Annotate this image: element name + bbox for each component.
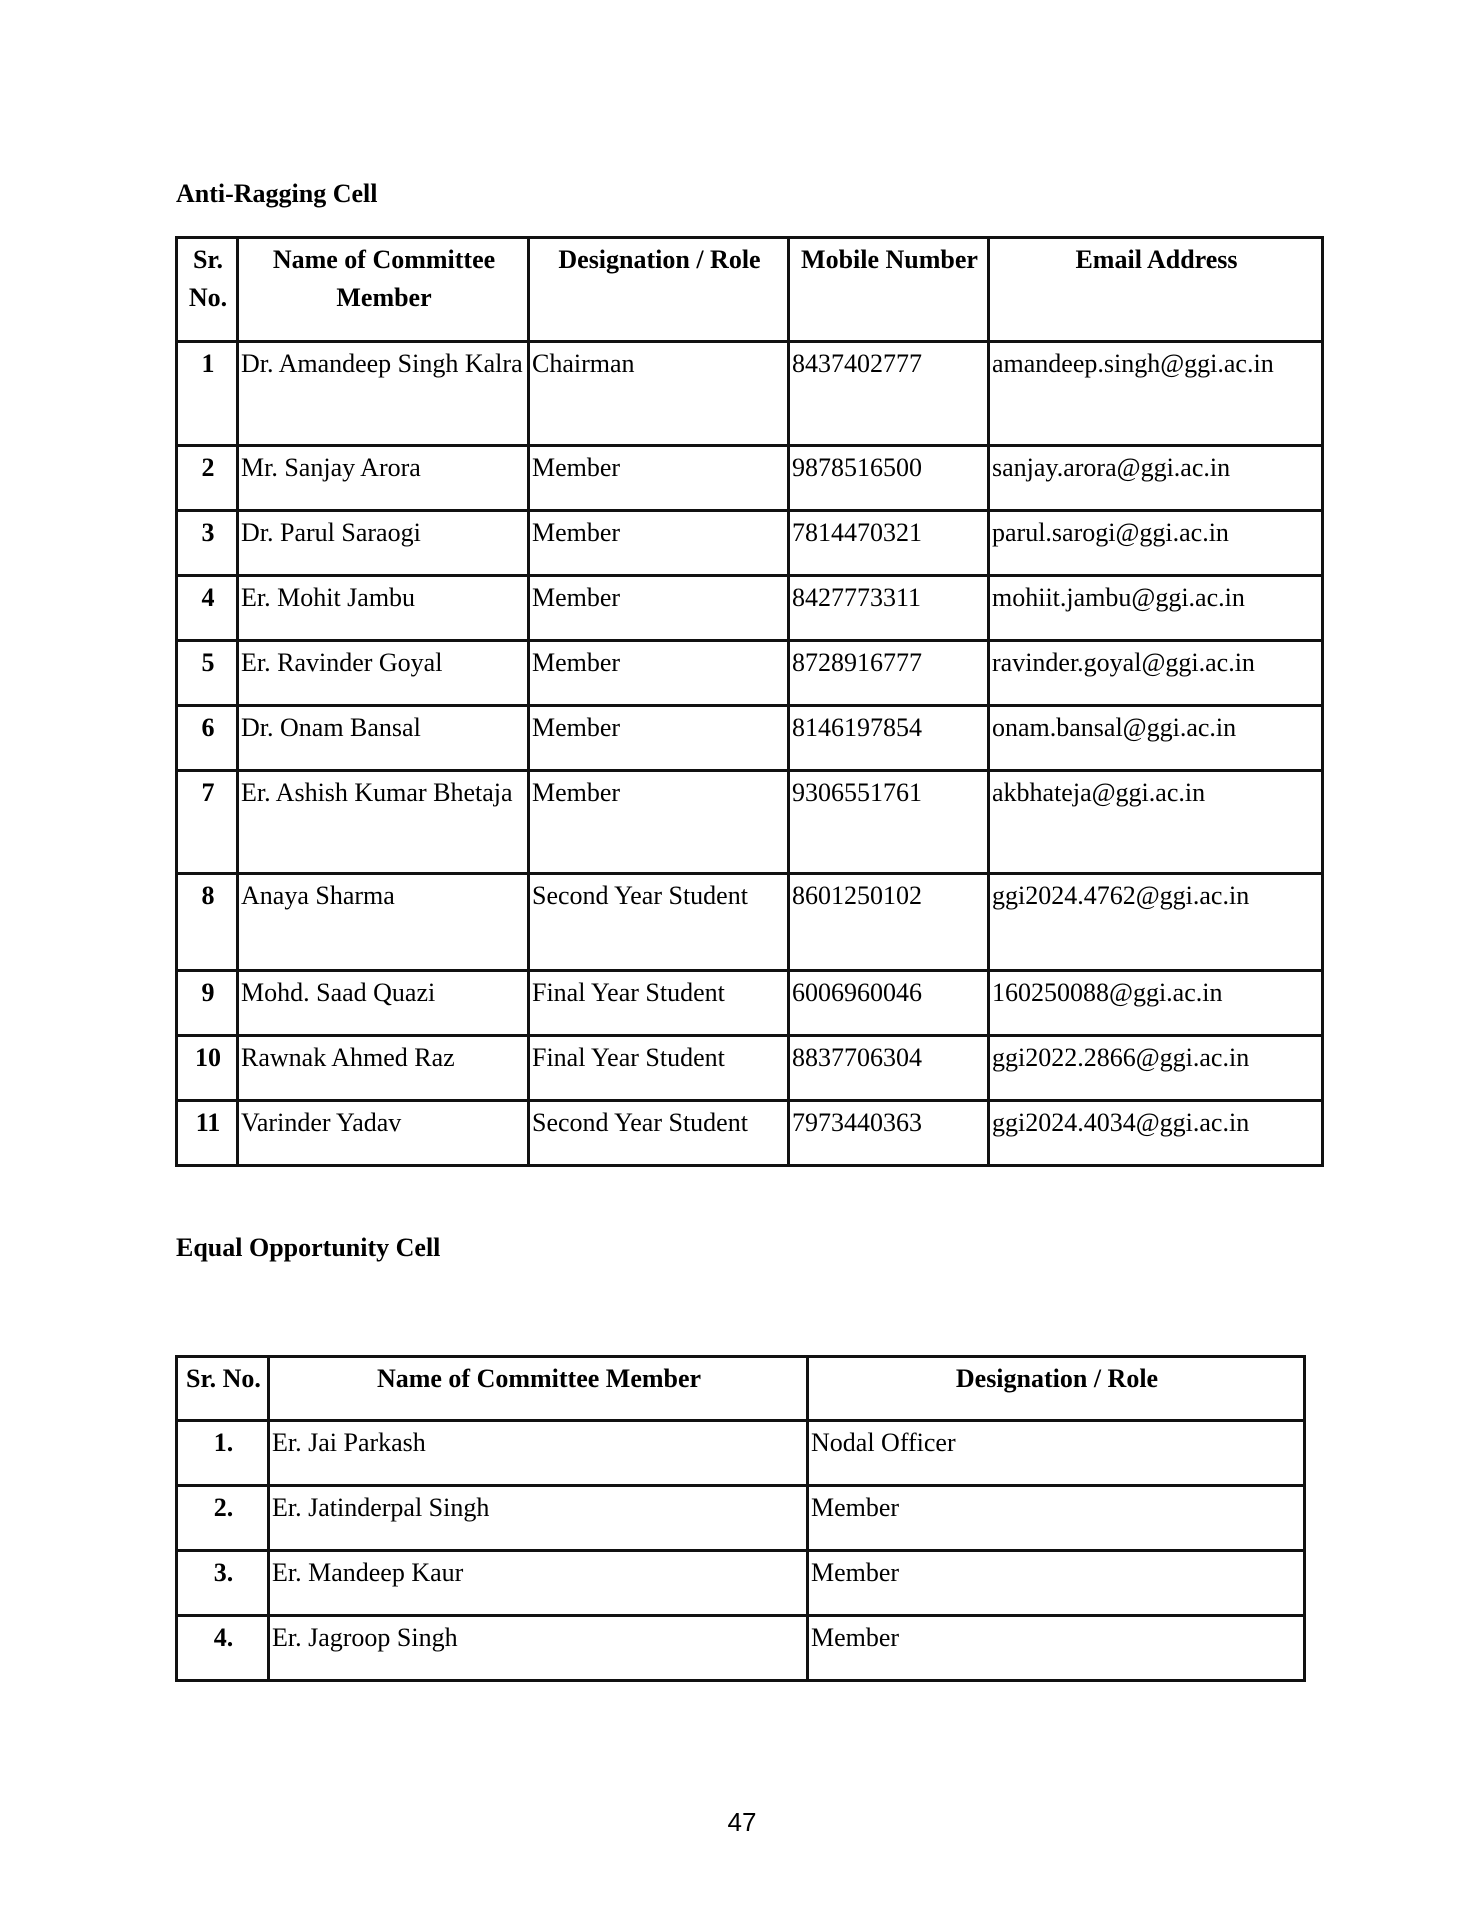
table-row [177,446,1323,511]
table-row [177,874,1323,971]
email-cell: ggi2024.4034@ggi.ac.in [989,1101,1323,1166]
email-cell: sanjay.arora@ggi.ac.in [989,446,1323,511]
header-name: Name of Committee Member [238,238,529,342]
designation-cell: Final Year Student [529,971,789,1036]
designation-cell: Member [529,641,789,706]
header-email: Email Address [989,238,1323,342]
sr-no-cell: 9 [177,971,238,1036]
sr-no-cell: 5 [177,641,238,706]
mobile-number-cell: 6006960046 [789,971,989,1036]
sr-no-cell: 2. [177,1486,269,1551]
designation-cell: Member [529,446,789,511]
designation-cell: Member [529,771,789,874]
email-cell: onam.bansal@ggi.ac.in [989,706,1323,771]
designation-cell: Member [808,1551,1305,1616]
mobile-number-cell: 9878516500 [789,446,989,511]
member-name-cell: Dr. Onam Bansal [238,706,529,771]
table-row [177,771,1323,874]
table-row [177,1421,1305,1486]
equal-opportunity-heading: Equal Opportunity Cell [176,1233,441,1262]
email-cell: ggi2022.2866@ggi.ac.in [989,1036,1323,1101]
header-role: Designation / Role [808,1357,1305,1421]
table-row [177,1101,1323,1166]
mobile-number-cell: 8837706304 [789,1036,989,1101]
designation-cell: Nodal Officer [808,1421,1305,1486]
sr-no-cell: 1. [177,1421,269,1486]
member-name-cell: Er. Ashish Kumar Bhetaja [238,771,529,874]
mobile-number-cell: 8601250102 [789,874,989,971]
mobile-number-cell: 8728916777 [789,641,989,706]
anti-ragging-table [175,236,1324,1167]
designation-cell: Member [529,706,789,771]
header-sr-no: Sr. No. [177,238,238,342]
table-row [177,706,1323,771]
sr-no-cell: 7 [177,771,238,874]
email-cell: 160250088@ggi.ac.in [989,971,1323,1036]
member-name-cell: Varinder Yadav [238,1101,529,1166]
table-row [177,1551,1305,1616]
sr-no-cell: 3. [177,1551,269,1616]
header-sr-no: Sr. No. [177,1357,269,1421]
member-name-cell: Er. Jatinderpal Singh [269,1486,808,1551]
mobile-number-cell: 8427773311 [789,576,989,641]
sr-no-cell: 11 [177,1101,238,1166]
email-cell: ggi2024.4762@ggi.ac.in [989,874,1323,971]
mobile-number-cell: 9306551761 [789,771,989,874]
member-name-cell: Rawnak Ahmed Raz [238,1036,529,1101]
email-cell: parul.sarogi@ggi.ac.in [989,511,1323,576]
email-cell: amandeep.singh@ggi.ac.in [989,342,1323,446]
designation-cell: Chairman [529,342,789,446]
mobile-number-cell: 7814470321 [789,511,989,576]
member-name-cell: Anaya Sharma [238,874,529,971]
member-name-cell: Dr. Amandeep Singh Kalra [238,342,529,446]
header-name: Name of Committee Member [269,1357,808,1421]
member-name-cell: Er. Mandeep Kaur [269,1551,808,1616]
anti-ragging-heading: Anti-Ragging Cell [176,179,378,208]
mobile-number-cell: 7973440363 [789,1101,989,1166]
designation-cell: Second Year Student [529,1101,789,1166]
table-row [177,1616,1305,1681]
sr-no-cell: 2 [177,446,238,511]
mobile-number-cell: 8146197854 [789,706,989,771]
sr-no-cell: 3 [177,511,238,576]
table-header-row [177,238,1323,342]
table-row [177,511,1323,576]
email-cell: akbhateja@ggi.ac.in [989,771,1323,874]
email-cell: mohiit.jambu@ggi.ac.in [989,576,1323,641]
table-row [177,1036,1323,1101]
mobile-number-cell: 8437402777 [789,342,989,446]
table-row [177,576,1323,641]
designation-cell: Member [808,1616,1305,1681]
designation-cell: Member [808,1486,1305,1551]
designation-cell: Member [529,576,789,641]
table-header-row [177,1357,1305,1421]
table-row [177,1486,1305,1551]
header-mobile: Mobile Number [789,238,989,342]
designation-cell: Second Year Student [529,874,789,971]
table-row [177,641,1323,706]
member-name-cell: Dr. Parul Saraogi [238,511,529,576]
equal-opportunity-table [175,1355,1306,1682]
member-name-cell: Er. Ravinder Goyal [238,641,529,706]
designation-cell: Final Year Student [529,1036,789,1101]
member-name-cell: Er. Mohit Jambu [238,576,529,641]
sr-no-cell: 6 [177,706,238,771]
table-row [177,971,1323,1036]
table-row [177,342,1323,446]
designation-cell: Member [529,511,789,576]
page-number: 47 [727,1807,757,1837]
sr-no-cell: 4 [177,576,238,641]
member-name-cell: Mr. Sanjay Arora [238,446,529,511]
header-role: Designation / Role [529,238,789,342]
sr-no-cell: 8 [177,874,238,971]
email-cell: ravinder.goyal@ggi.ac.in [989,641,1323,706]
member-name-cell: Er. Jai Parkash [269,1421,808,1486]
sr-no-cell: 10 [177,1036,238,1101]
sr-no-cell: 1 [177,342,238,446]
member-name-cell: Mohd. Saad Quazi [238,971,529,1036]
sr-no-cell: 4. [177,1616,269,1681]
member-name-cell: Er. Jagroop Singh [269,1616,808,1681]
